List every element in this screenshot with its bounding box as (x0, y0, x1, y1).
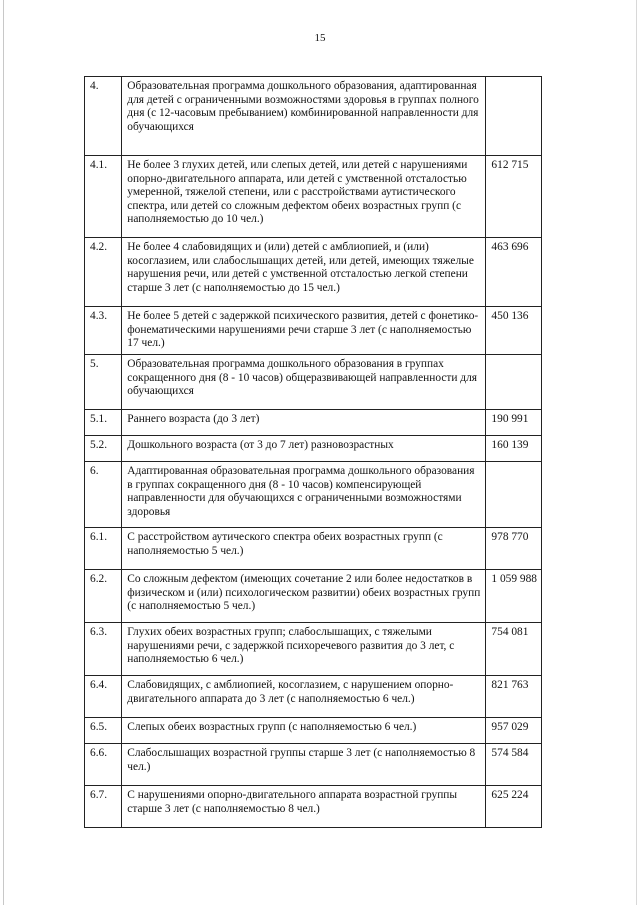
table-row (85, 462, 542, 528)
row-cost-value: 574 584 (486, 744, 542, 786)
row-cost-value: 978 770 (486, 528, 542, 570)
table-row (85, 307, 542, 355)
table-row (85, 528, 542, 570)
row-number: 6.6. (85, 744, 122, 786)
row-number: 5.2. (85, 436, 122, 462)
row-cost-value: 625 224 (486, 786, 542, 828)
row-cost-value: 957 029 (486, 718, 542, 744)
row-description: Дошкольного возраста (от 3 до 7 лет) разновозрастных (122, 436, 486, 462)
row-number: 5. (85, 355, 122, 410)
row-cost-value (486, 355, 542, 410)
row-description: Слабовидящих, с амблиопией, косоглазием, с нарушением опорно-двигательного аппарата до 3 лет (с наполняемостью 6 чел.) (122, 676, 486, 718)
row-cost-value: 821 763 (486, 676, 542, 718)
row-cost-value: 190 991 (486, 410, 542, 436)
row-description: Не более 4 слабовидящих и (или) детей с амблиопией, и (или) косоглазием, или слабослышащих детей, или детей, имеющих тяжелые нарушения речи, или детей с умственной отсталостью легкой степени старше 3 лет (с наполняемостью до 15 чел.) (122, 238, 486, 307)
row-description: С расстройством аутического спектра обеих возрастных групп (с наполняемостью 5 чел.) (122, 528, 486, 570)
row-number: 4.3. (85, 307, 122, 355)
row-description: Глухих обеих возрастных групп; слабослышащих, с тяжелыми нарушениями речи, с задержкой психоречевого развития до 3 лет, с наполняемостью 6 чел.) (122, 623, 486, 676)
row-cost-value: 1 059 988 (486, 570, 542, 623)
row-description: Со сложным дефектом (имеющих сочетание 2 или более недостатков в физическом и (или) психологическом развитии) обеих возрастных групп (с наполняемостью 5 чел.) (122, 570, 486, 623)
table-row (85, 623, 542, 676)
table-row (85, 718, 542, 744)
row-cost-value: 754 081 (486, 623, 542, 676)
row-cost-value: 160 139 (486, 436, 542, 462)
row-description: Образовательная программа дошкольного образования, адаптированная для детей с ограниченными возможностями здоровья в группах полного дня (с 12-часовым пребыванием) комбинированной направленности для обучающихся (122, 77, 486, 156)
row-number: 6.5. (85, 718, 122, 744)
row-number: 4.1. (85, 156, 122, 238)
table-row (85, 744, 542, 786)
row-number: 6.1. (85, 528, 122, 570)
tariff-table (84, 76, 542, 828)
row-number: 6.3. (85, 623, 122, 676)
table-row (85, 77, 542, 156)
table-row (85, 410, 542, 436)
row-description: С нарушениями опорно-двигательного аппарата возрастной группы старше 3 лет (с наполняемостью 8 чел.) (122, 786, 486, 828)
scan-edge-left (3, 0, 4, 905)
table-row (85, 355, 542, 410)
row-number: 4.2. (85, 238, 122, 307)
row-cost-value: 450 136 (486, 307, 542, 355)
scan-edge-right (636, 0, 637, 905)
row-cost-value: 463 696 (486, 238, 542, 307)
table-row (85, 676, 542, 718)
row-description: Слабослышащих возрастной группы старше 3 лет (с наполняемостью 8 чел.) (122, 744, 486, 786)
row-description: Раннего возраста (до 3 лет) (122, 410, 486, 436)
row-number: 4. (85, 77, 122, 156)
table-row (85, 238, 542, 307)
table-row (85, 570, 542, 623)
row-cost-value: 612 715 (486, 156, 542, 238)
row-number: 6. (85, 462, 122, 528)
row-number: 5.1. (85, 410, 122, 436)
page-number: 15 (314, 32, 326, 44)
row-description: Не более 5 детей с задержкой психического развития, детей с фонетико-фонематическими нарушениями речи старше 3 лет (с наполняемостью 17 чел.) (122, 307, 486, 355)
row-cost-value (486, 77, 542, 156)
row-description: Адаптированная образовательная программа дошкольного образования в группах сокращенного дня (8 - 10 часов) компенсирующей направленности для обучающихся с ограниченными возможностями здоровья (122, 462, 486, 528)
row-number: 6.4. (85, 676, 122, 718)
row-number: 6.7. (85, 786, 122, 828)
table-row (85, 156, 542, 238)
row-number: 6.2. (85, 570, 122, 623)
tariff-table-body (85, 77, 542, 828)
row-description: Образовательная программа дошкольного образования в группах сокращенного дня (8 - 10 часов) общеразвивающей направленности для обучающихся (122, 355, 486, 410)
row-description: Не более 3 глухих детей, или слепых детей, или детей с нарушениями опорно-двигательного аппарата, или детей с умственной отсталостью умеренной, тяжелой степени, или с расстройствами аутистического спектра, или детей со сложным дефектом обеих возрастных групп (с наполняемостью до 10 чел.) (122, 156, 486, 238)
table-row (85, 786, 542, 828)
row-cost-value (486, 462, 542, 528)
row-description: Слепых обеих возрастных групп (с наполняемостью 6 чел.) (122, 718, 486, 744)
table-row (85, 436, 542, 462)
